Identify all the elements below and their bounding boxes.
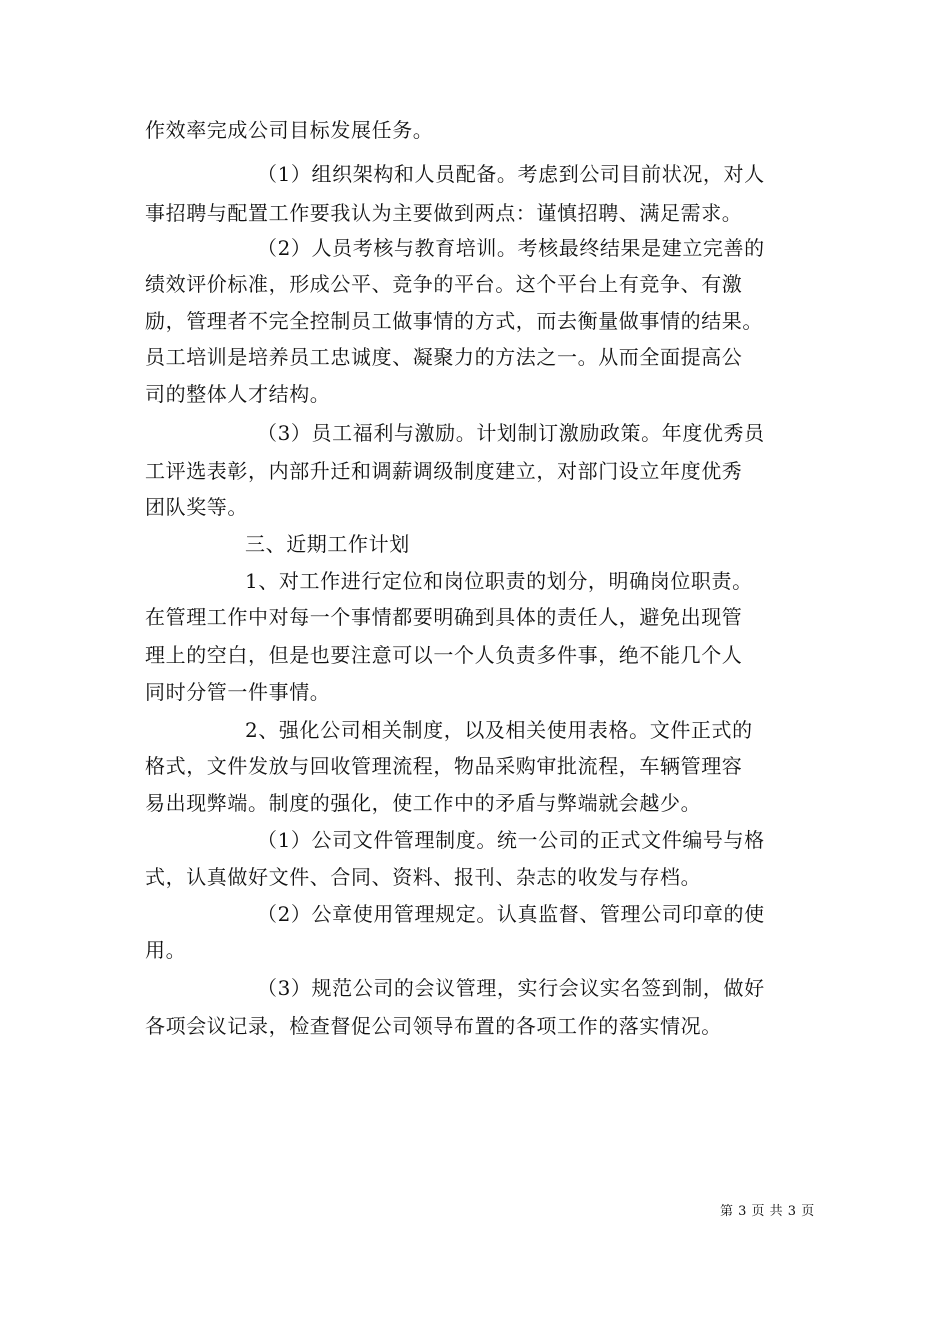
text-line: 格式，文件发放与回收管理流程，物品采购审批流程，车辆管理容 [145, 754, 743, 778]
text-line: （3）员工福利与激励。计划制订激励政策。年度优秀员 [257, 421, 765, 445]
page-number-footer: 第 3 页 共 3 页 [720, 1204, 815, 1219]
text-line: 工评选表彰，内部升迁和调薪调级制度建立，对部门设立年度优秀 [145, 459, 743, 483]
text-line: 事招聘与配置工作要我认为主要做到两点：谨慎招聘、满足需求。 [145, 201, 743, 225]
section-heading: 三、近期工作计划 [245, 532, 410, 556]
text-line: 各项会议记录，检查督促公司领导布置的各项工作的落实情况。 [145, 1014, 722, 1038]
text-line: 司的整体人才结构。 [145, 382, 331, 406]
text-line: 1、对工作进行定位和岗位职责的划分，明确岗位职责。 [245, 569, 753, 593]
text-line: （3）规范公司的会议管理，实行会议实名签到制，做好 [257, 976, 765, 1000]
text-line: （2）人员考核与教育培训。考核最终结果是建立完善的 [257, 236, 765, 260]
text-line: 在管理工作中对每一个事情都要明确到具体的责任人，避免出现管 [145, 605, 743, 629]
text-line: 绩效评价标准，形成公平、竞争的平台。这个平台上有竞争、有激 [145, 272, 743, 296]
text-line: 团队奖等。 [145, 495, 248, 519]
text-line: 理上的空白，但是也要注意可以一个人负责多件事，绝不能几个人 [145, 643, 743, 667]
text-line: 2、强化公司相关制度，以及相关使用表格。文件正式的 [245, 718, 753, 742]
text-line: （1）公司文件管理制度。统一公司的正式文件编号与格 [257, 828, 765, 852]
text-line: 易出现弊端。制度的强化，使工作中的矛盾与弊端就会越少。 [145, 791, 702, 815]
text-line: 同时分管一件事情。 [145, 680, 331, 704]
text-line: 员工培训是培养员工忠诚度、凝聚力的方法之一。从而全面提高公 [145, 345, 743, 369]
text-line: （1）组织架构和人员配备。考虑到公司目前状况，对人 [257, 162, 765, 186]
text-line: 用。 [145, 938, 187, 962]
text-line: （2）公章使用管理规定。认真监督、管理公司印章的使 [257, 902, 765, 926]
text-line: 作效率完成公司目标发展任务。 [145, 118, 434, 142]
text-line: 式，认真做好文件、合同、资料、报刊、杂志的收发与存档。 [145, 865, 702, 889]
text-line: 励，管理者不完全控制员工做事情的方式，而去衡量做事情的结果。 [145, 309, 763, 333]
